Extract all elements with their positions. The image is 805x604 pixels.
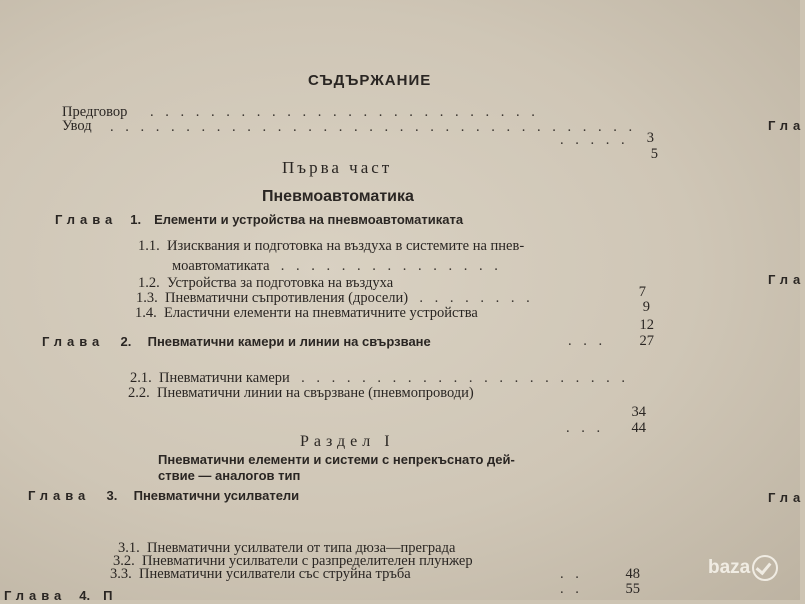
- entry-number: 2.2.: [128, 385, 150, 401]
- page-number: 48: [625, 566, 640, 582]
- contents-title: СЪДЪРЖАНИЕ: [308, 72, 432, 89]
- entry-number: 3.1.: [118, 540, 140, 556]
- entry-text: моавтоматиката: [172, 258, 270, 274]
- page-number: 12: [639, 317, 654, 333]
- entry-text: Пневматични камери: [159, 370, 290, 386]
- dot-leader: . . . . . . . . . . . . . . . . . . . . . .: [293, 370, 629, 386]
- dot-leader: . . . . . . . . . . . . . . . . . . . . . . . . . .: [150, 104, 539, 120]
- toc-entry: [135, 305, 478, 322]
- entry-number: 3.2.: [113, 553, 135, 569]
- chapter-heading: [28, 488, 299, 504]
- watermark-logo: [708, 550, 792, 586]
- chapter-heading: [55, 212, 463, 228]
- entry-number: 1.3.: [136, 290, 158, 306]
- toc-entry: [110, 566, 411, 583]
- entry-text: Еластични елементи на пневматичните устройства: [164, 305, 478, 321]
- chapter-title: Пневматични камери и линии на свързване: [147, 334, 431, 349]
- chapter-label: Глава: [42, 334, 105, 349]
- toc-entry: [128, 385, 474, 402]
- checkmark-icon: [752, 555, 778, 581]
- chapter-title: П: [103, 588, 113, 603]
- chapter-title: Елементи и устройства на пневмоавтоматиката: [154, 212, 464, 227]
- dot-leader: . . . . .: [560, 132, 629, 148]
- page-number: 7: [638, 284, 646, 300]
- page-number: 55: [625, 581, 640, 597]
- chapter-number: 3.: [106, 488, 118, 503]
- toc-entry-continuation: [172, 258, 502, 275]
- dot-leader: . . . . . . . . . . . . . . .: [273, 258, 502, 274]
- dot-leader: . . . . . . . .: [411, 290, 534, 306]
- entry-text: Пневматични усилватели от типа дюза—преграда: [147, 540, 456, 556]
- right-edge-label: Гла: [768, 490, 805, 505]
- entry-text: Пневматични усилватели с разпределителен плунжер: [142, 553, 473, 569]
- page-number: 34: [631, 404, 646, 420]
- dot-leader: . . .: [568, 333, 607, 349]
- right-edge-label: Гла: [768, 272, 805, 287]
- dot-leader: . . .: [566, 420, 605, 436]
- entry-number: 3.3.: [110, 566, 132, 582]
- page-number: 3: [646, 130, 654, 146]
- section-title: ствие — аналогов тип: [158, 468, 301, 483]
- section-label: Раздел I: [300, 433, 395, 450]
- dot-leader: . .: [560, 566, 583, 582]
- front-matter-label: Предговор: [62, 104, 128, 120]
- section-title: Пневматични елементи и системи с непрекъснато дей-: [158, 452, 515, 467]
- chapter-number: 4.: [79, 588, 91, 603]
- part-label: Първа част: [282, 158, 393, 177]
- entry-number: 1.4.: [135, 305, 157, 321]
- page-number: 5: [650, 146, 658, 162]
- entry-text: Пневматични усилватели със струйна тръба: [139, 566, 411, 582]
- chapter-number: 1.: [130, 212, 142, 227]
- entry-number: 2.1.: [130, 370, 152, 386]
- entry-text: Пневматични линии на свързване (пневмопроводи): [157, 385, 474, 401]
- chapter-title: Пневматични усилватели: [133, 488, 300, 503]
- dot-leader: . .: [560, 581, 583, 597]
- right-edge-label: Гла: [768, 118, 805, 133]
- watermark-text: baza: [708, 557, 751, 578]
- front-matter-label: Увод: [62, 118, 92, 134]
- entry-number: 1.2.: [138, 275, 160, 291]
- chapter-heading: [42, 334, 431, 350]
- toc-entry: [138, 238, 524, 255]
- page-number: 44: [631, 420, 646, 436]
- chapter-number: 2.: [120, 334, 132, 349]
- entry-text: Пневматични съпротивления (дросели): [165, 290, 409, 306]
- chapter-label: Глава: [28, 488, 91, 503]
- part-title: Пневмоавтоматика: [262, 188, 414, 205]
- entry-number: 1.1.: [138, 238, 160, 254]
- page-number: 27: [639, 333, 654, 349]
- chapter-label: Глава: [4, 588, 67, 603]
- chapter-label: Глава: [55, 212, 118, 227]
- entry-text: Изисквания и подготовка на въздуха в системите на пнев-: [167, 238, 525, 254]
- page-number: 9: [642, 299, 650, 315]
- entry-text: Устройства за подготовка на въздуха: [167, 275, 394, 291]
- dot-leader: . . . . . . . . . . . . . . . . . . . . . . . . . . . . . . . . . . .: [110, 119, 637, 135]
- chapter-heading: [4, 588, 112, 604]
